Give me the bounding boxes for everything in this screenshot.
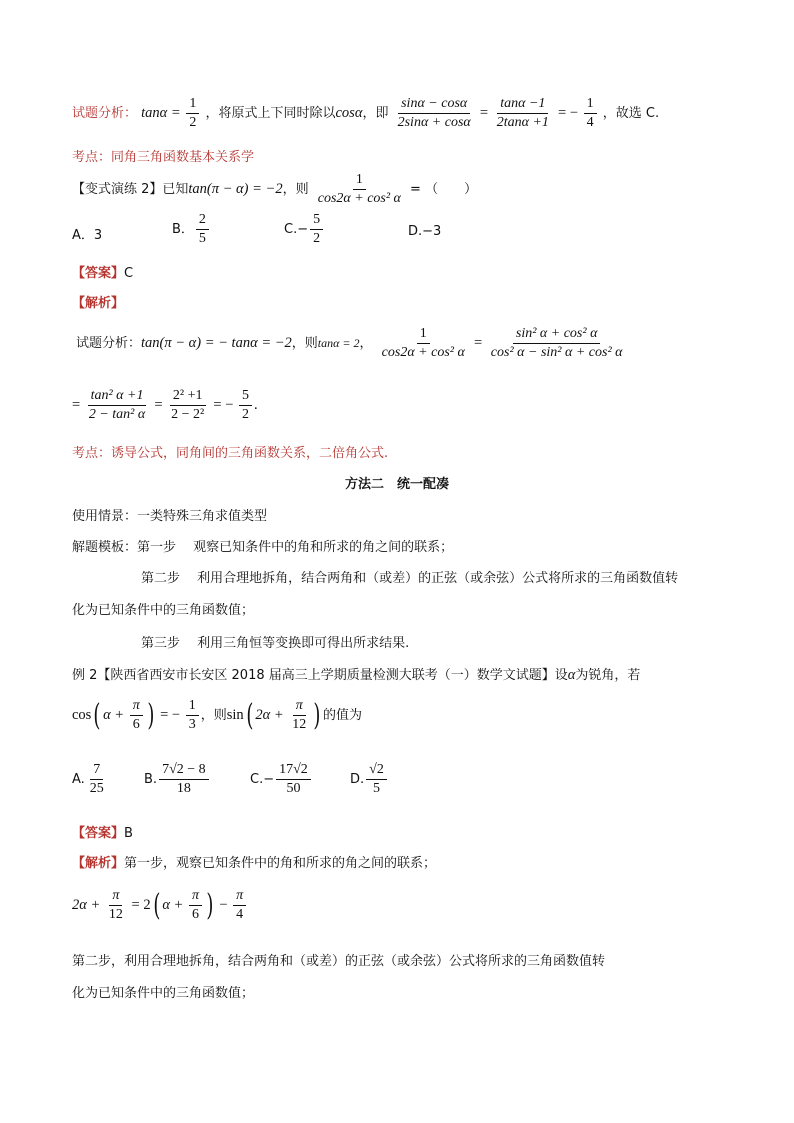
solution-label-1: 【解析】 — [72, 296, 125, 311]
fraction: $\frac{\text{tan² α +1}}{\text{2 − tan² α}}$ — [88, 388, 146, 423]
step-2-text: 第二步，利用合理地拆角，结合两角和（或差）的正弦（或余弦）公式将所求的三角函数值转 — [72, 954, 606, 969]
fraction: $\frac{\text{2² +1}}{\text{2 − 2²}}$ — [171, 388, 205, 423]
fraction: $\frac{7}{25}$ — [89, 762, 104, 797]
fraction: $\frac{1}{2}$ — [186, 96, 199, 131]
template-step-1: 解题模板：第一步 观察已知条件中的角和所求的角之间的联系； — [72, 540, 454, 555]
fraction: $\frac{\tan\alpha -1}{2\tan\alpha +1}$ — [496, 96, 549, 131]
angle-identity: 2α + $\frac{\pi}{12}$ = 2( α + $\frac{\pi}{6}$ ) − $\frac{\pi}{4}$ — [72, 888, 248, 923]
fraction: $\frac{1}{3}$ — [186, 698, 199, 733]
fraction: $\frac{5}{2}$ — [310, 212, 323, 247]
analysis-line-2: 试题分析：tan(π − α) = − tanα = −2，则tanα = 2， $\frac{1}{\text{cos2α + cos² α}}$ = $\frac{\text{sin² α + cos² α}}{\text{cos² α − sin² α + cos² α}}$ — [76, 326, 628, 361]
document-page: 试题分析： tanα = $\frac{1}{2}$ ，将原式上下同时除以cosα，即 $\frac{\sin\alpha - \cos\alpha}{2\sin\alpha + \cos\alpha}$ = $\frac{\tan\alpha -1}{2\tan\alpha +1}$ = − $\frac{1}{4}$ ，故选 C. 考点：同角三角函数基本关系学 【变式演练 2】已知tan(π − α) = −2，则 $\frac{1}{\text{cos2α + cos² α}}$ = （ ） A．3 B． $\frac{2}{5}$ C.− $\frac{5}{2}$ D.−3 【答案】C 【解析】 试题分析：tan(π − α) = − tanα = −2，则tanα = 2， $\frac{1}{\text{cos2α + cos² α}}$ = $\frac{\text{sin² α + cos² α}}{\text{cos² α − sin² α + cos² α}}$ = $\frac{\text{tan² α +1}}{\text{2 − tan² α}}$ = $\frac{\text{2² +1}}{\text{2 − 2²}}$ = − $\frac{5}{2}$ . 考点：诱导公式，同角间的三角函数关系，二倍角公式. 方法二 统一配凑 使用情景：一类特殊三角求值类型 解题模板：第一步 观察已知条件中的角和所求的角之间的联系； 第二步 利用合理地拆角，结合两角和（或差）的正弦（或余弦）公式将所求的三角函数值转 化为已知条件中的三角函数值； 第三步 利用三角恒等变换即可得出所求结果. 例 2【陕西省西安市长安区 2018 届高三上学期质量检测大联考（一）数学文试题】设α为锐角，若 cos( α + $\frac{\pi}{6}$ ) = − $\frac{1}{3}$ ，则sin( 2α + $\frac{\pi}{12}$ ) 的值为 A. $\frac{7}{25}$ B. $\frac{7√2 - 8}{18}$ C.− $\frac{17√2}{50}$ D. $\frac{√2}{5}$ 【答案】B 【解析】第一步，观察已知条件中的角和所求的角之间的联系； 2α + $\frac{\pi}{12}$ = 2( α + $\frac{\pi}{6}$ ) − $\frac{\pi}{4}$ 第二步，利用合理地拆角，结合两角和（或差）的正弦（或余弦）公式将所求的三角函数值转 化为已知条件中的三角函数值； — [0, 0, 794, 1123]
analysis-line-1: 试题分析： tanα = $\frac{1}{2}$ ，将原式上下同时除以cosα，即 $\frac{\sin\alpha - \cos\alpha}{2\sin\alpha + \cos\alpha}$ = $\frac{\tan\alpha -1}{2\tan\alpha +1}$ = − $\frac{1}{4}$ ，故选 C. — [72, 96, 660, 131]
answer-1: 【答案】C — [72, 266, 134, 281]
answer-2: 【答案】B — [72, 826, 133, 841]
fraction: $\frac{5}{2}$ — [239, 388, 252, 423]
template-step-2-cont: 化为已知条件中的三角函数值； — [72, 603, 255, 618]
step-2-text-cont: 化为已知条件中的三角函数值； — [72, 986, 255, 1001]
key-point-1: 考点：同角三角函数基本关系学 — [72, 150, 255, 165]
fraction: $\frac{\pi}{12}$ — [108, 888, 123, 923]
fraction: $\frac{1}{4}$ — [584, 96, 597, 131]
template-step-3: 第三步 利用三角恒等变换即可得出所求结果. — [141, 636, 410, 651]
solution-2: 【解析】第一步，观察已知条件中的角和所求的角之间的联系； — [72, 856, 437, 871]
analysis-line-3: = $\frac{\text{tan² α +1}}{\text{2 − tan² α}}$ = $\frac{\text{2² +1}}{\text{2 − 2²}}$ = − $\frac{5}{2}$ . — [72, 388, 258, 423]
fraction: $\frac{2}{5}$ — [196, 212, 209, 247]
analysis-label: 试题分析： — [72, 106, 138, 122]
usage-scenario: 使用情景：一类特殊三角求值类型 — [72, 509, 268, 524]
fraction: $\frac{1}{\text{cos2α + cos² α}}$ — [317, 172, 401, 207]
template-step-2: 第二步 利用合理地拆角，结合两角和（或差）的正弦（或余弦）公式将所求的三角函数值转 — [141, 571, 679, 586]
example-2-title: 例 2【陕西省西安市长安区 2018 届高三上学期质量检测大联考（一）数学文试题】设α为锐角，若 — [72, 667, 641, 683]
section-heading: 方法二 统一配凑 — [344, 477, 449, 492]
fraction: $\frac{1}{\text{cos2α + cos² α}}$ — [381, 326, 465, 361]
key-point-2: 考点：诱导公式，同角间的三角函数关系，二倍角公式. — [72, 446, 389, 461]
fraction: $\frac{\pi}{6}$ — [130, 698, 143, 733]
example-2-condition: cos( α + $\frac{\pi}{6}$ ) = − $\frac{1}{3}$ ，则sin( 2α + $\frac{\pi}{12}$ ) 的值为 — [72, 697, 362, 733]
fraction: $\frac{√2}{5}$ — [366, 762, 387, 797]
fraction: $\frac{\pi}{4}$ — [233, 888, 246, 923]
variant-question-2: 【变式演练 2】已知tan(π − α) = −2，则 $\frac{1}{\text{cos2α + cos² α}}$ = （ ） — [72, 172, 478, 207]
fraction: $\frac{\sin\alpha - \cos\alpha}{2\sin\alpha + \cos\alpha}$ — [397, 96, 471, 131]
fraction: $\frac{\pi}{12}$ — [292, 698, 307, 733]
fraction: $\frac{7√2 - 8}{18}$ — [159, 762, 209, 797]
fraction: $\frac{17√2}{50}$ — [276, 762, 311, 797]
fraction: $\frac{\pi}{6}$ — [189, 888, 202, 923]
fraction: $\frac{\text{sin² α + cos² α}}{\text{cos² α − sin² α + cos² α}}$ — [490, 326, 623, 361]
